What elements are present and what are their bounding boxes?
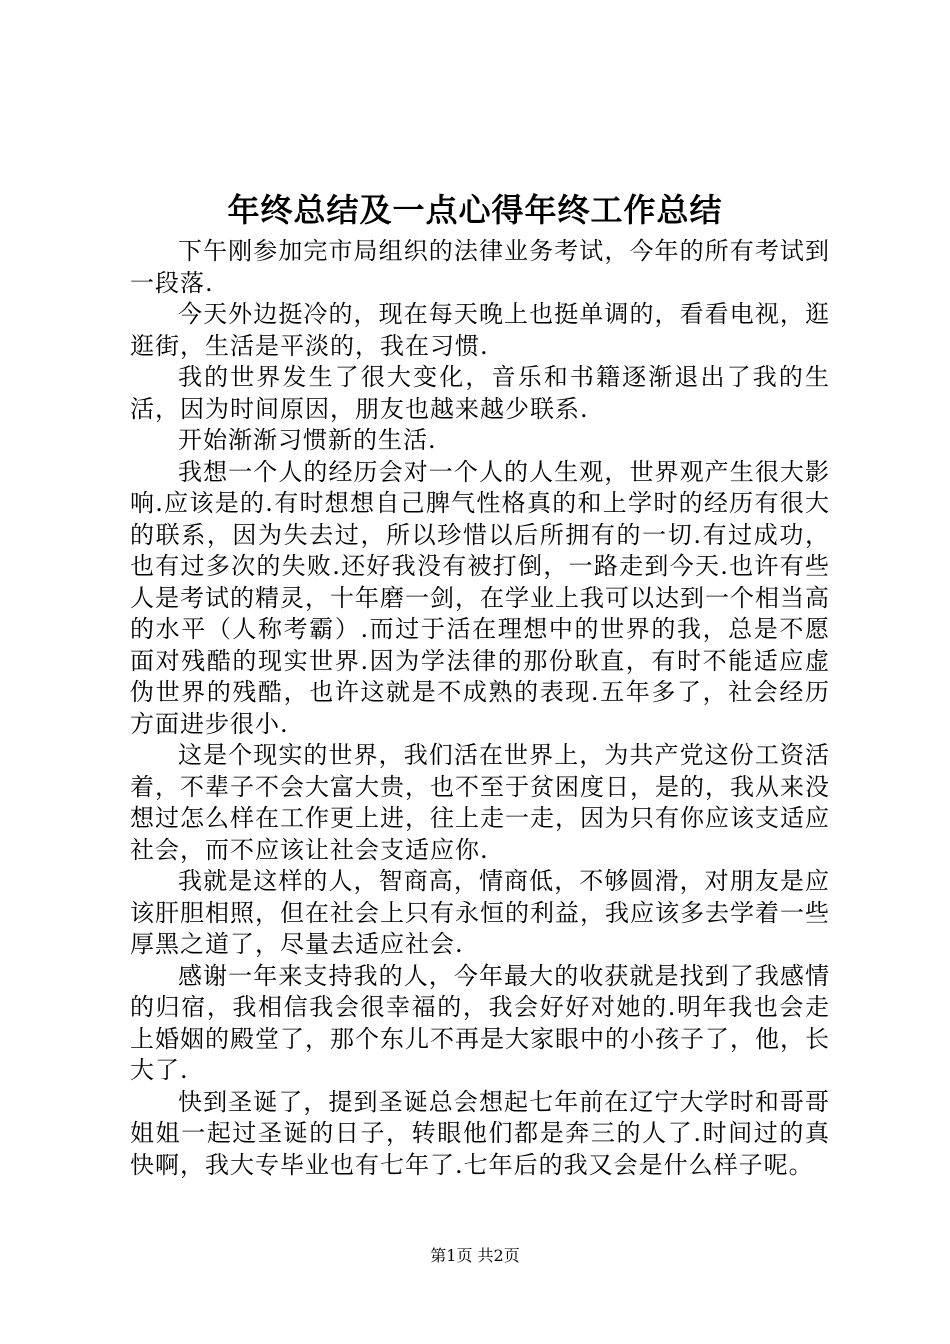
paragraph: 我想一个人的经历会对一个人的人生观，世界观产生很大影响.应该是的.有时想想自己脾气性格真的和上学时的经历有很大的联系，因为失去过，所以珍惜以后所拥有的一切.有过成功，也有过多次的失败.还好我没有被打倒，一路走到今天.也许有些人是考试的精灵，十年磨一剑，在学业上我可以达到一个相当高的水平（人称考霸）.而过于活在理想中的世界的我，总是不愿面对残酷的现实世界.因为学法律的那份耿直，有时不能适应虚伪世界的残酷，也许这就是不成熟的表现.五年多了，社会经历方面进步很小. <box>130 457 830 738</box>
paragraph: 今天外边挺冷的，现在每天晚上也挺单调的，看看电视，逛逛街，生活是平淡的，我在习惯. <box>130 300 830 360</box>
page-footer: 第1页 共2页 <box>430 1246 520 1265</box>
paragraph: 这是个现实的世界，我们活在世界上，为共产党这份工资活着，不辈子不会大富大贵，也不至于贫困度日，是的，我从来没想过怎么样在工作更上进，往上走一走，因为只有你应该支适应社会，而不应该让社会支适应你. <box>130 741 830 864</box>
document-title: 年终总结及一点心得年终工作总结 <box>227 191 723 229</box>
paragraph: 开始渐渐习惯新的生活. <box>178 426 437 454</box>
paragraph: 下午刚参加完市局组织的法律业务考试，今年的所有考试到一段落. <box>130 237 830 297</box>
paragraph: 快到圣诞了，提到圣诞总会想起七年前在辽宁大学时和哥哥姐姐一起过圣诞的日子，转眼他们都是奔三的人了.时间过的真快啊，我大专毕业也有七年了.七年后的我又会是什么样子呢。 <box>130 1087 830 1179</box>
document-body <box>130 236 830 1181</box>
paragraph: 感谢一年来支持我的人，今年最大的收获就是找到了我感情的归宿，我相信我会很幸福的，我会好好对她的.明年我也会走上婚姻的殿堂了，那个东儿不再是大家眼中的小孩子了，他，长大了. <box>130 961 830 1084</box>
paragraph: 我就是这样的人，智商高，情商低，不够圆滑，对朋友是应该肝胆相照，但在社会上只有永恒的利益，我应该多去学着一些厚黑之道了，尽量去适应社会. <box>130 867 830 958</box>
paragraph: 我的世界发生了很大变化，音乐和书籍逐渐退出了我的生活，因为时间原因，朋友也越来越少联系. <box>130 363 830 423</box>
